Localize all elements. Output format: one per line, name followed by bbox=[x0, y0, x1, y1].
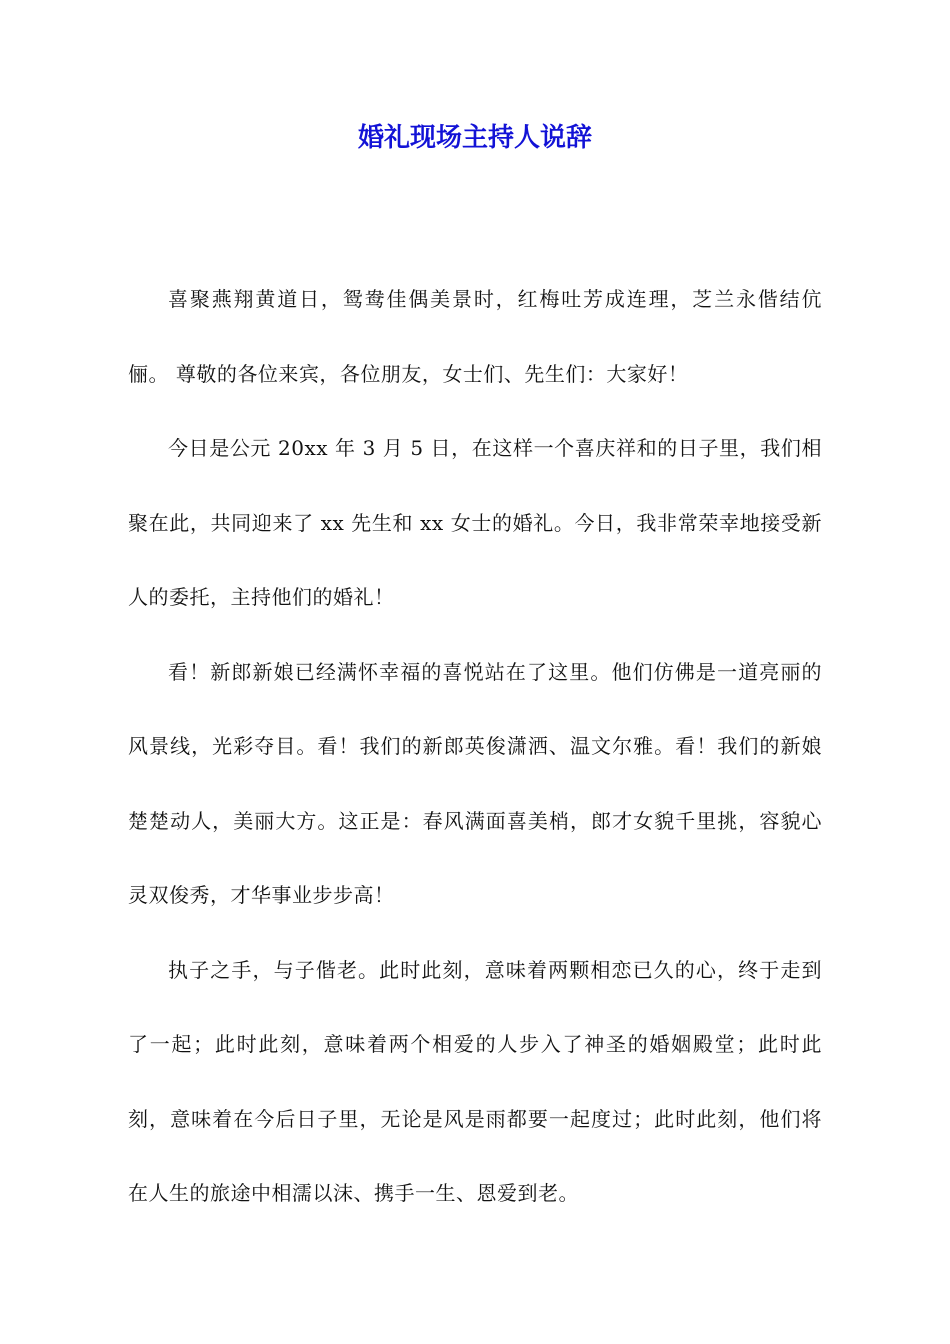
paragraph-opening: 喜聚燕翔黄道日，鸳鸯佳偶美景时，红梅吐芳成连理，芝兰永偕结伉俪。 尊敬的各位来宾，各位朋友，女士们、先生们：大家好！ bbox=[128, 287, 822, 386]
document-title: 婚礼现场主持人说辞 bbox=[357, 123, 592, 153]
paragraph-date: 今日是公元 20xx 年 3 月 5 日，在这样一个喜庆祥和的日子里，我们相聚在此，共同迎来了 xx 先生和 xx 女士的婚礼。今日，我非常荣幸地接受新人的委托，主持他们的婚礼！ bbox=[128, 436, 822, 609]
paragraph-vows: 执子之手，与子偕老。此时此刻，意味着两颗相恋已久的心，终于走到了一起；此时此刻，意味着两个相爱的人步入了神圣的婚姻殿堂；此时此刻，意味着在今后日子里，无论是风是雨都要一起度过；此时此刻，他们将在人生的旅途中相濡以沫、携手一生、恩爱到老。 bbox=[128, 957, 822, 1205]
paragraph-couple: 看！新郎新娘已经满怀幸福的喜悦站在了这里。他们仿佛是一道亮丽的风景线，光彩夺目。看！我们的新郎英俊潇洒、温文尔雅。看！我们的新娘楚楚动人，美丽大方。这正是：春风满面喜美梢，郎才女貌千里挑，容貌心灵双俊秀，才华事业步步高！ bbox=[128, 659, 822, 907]
document-body bbox=[128, 262, 822, 1231]
